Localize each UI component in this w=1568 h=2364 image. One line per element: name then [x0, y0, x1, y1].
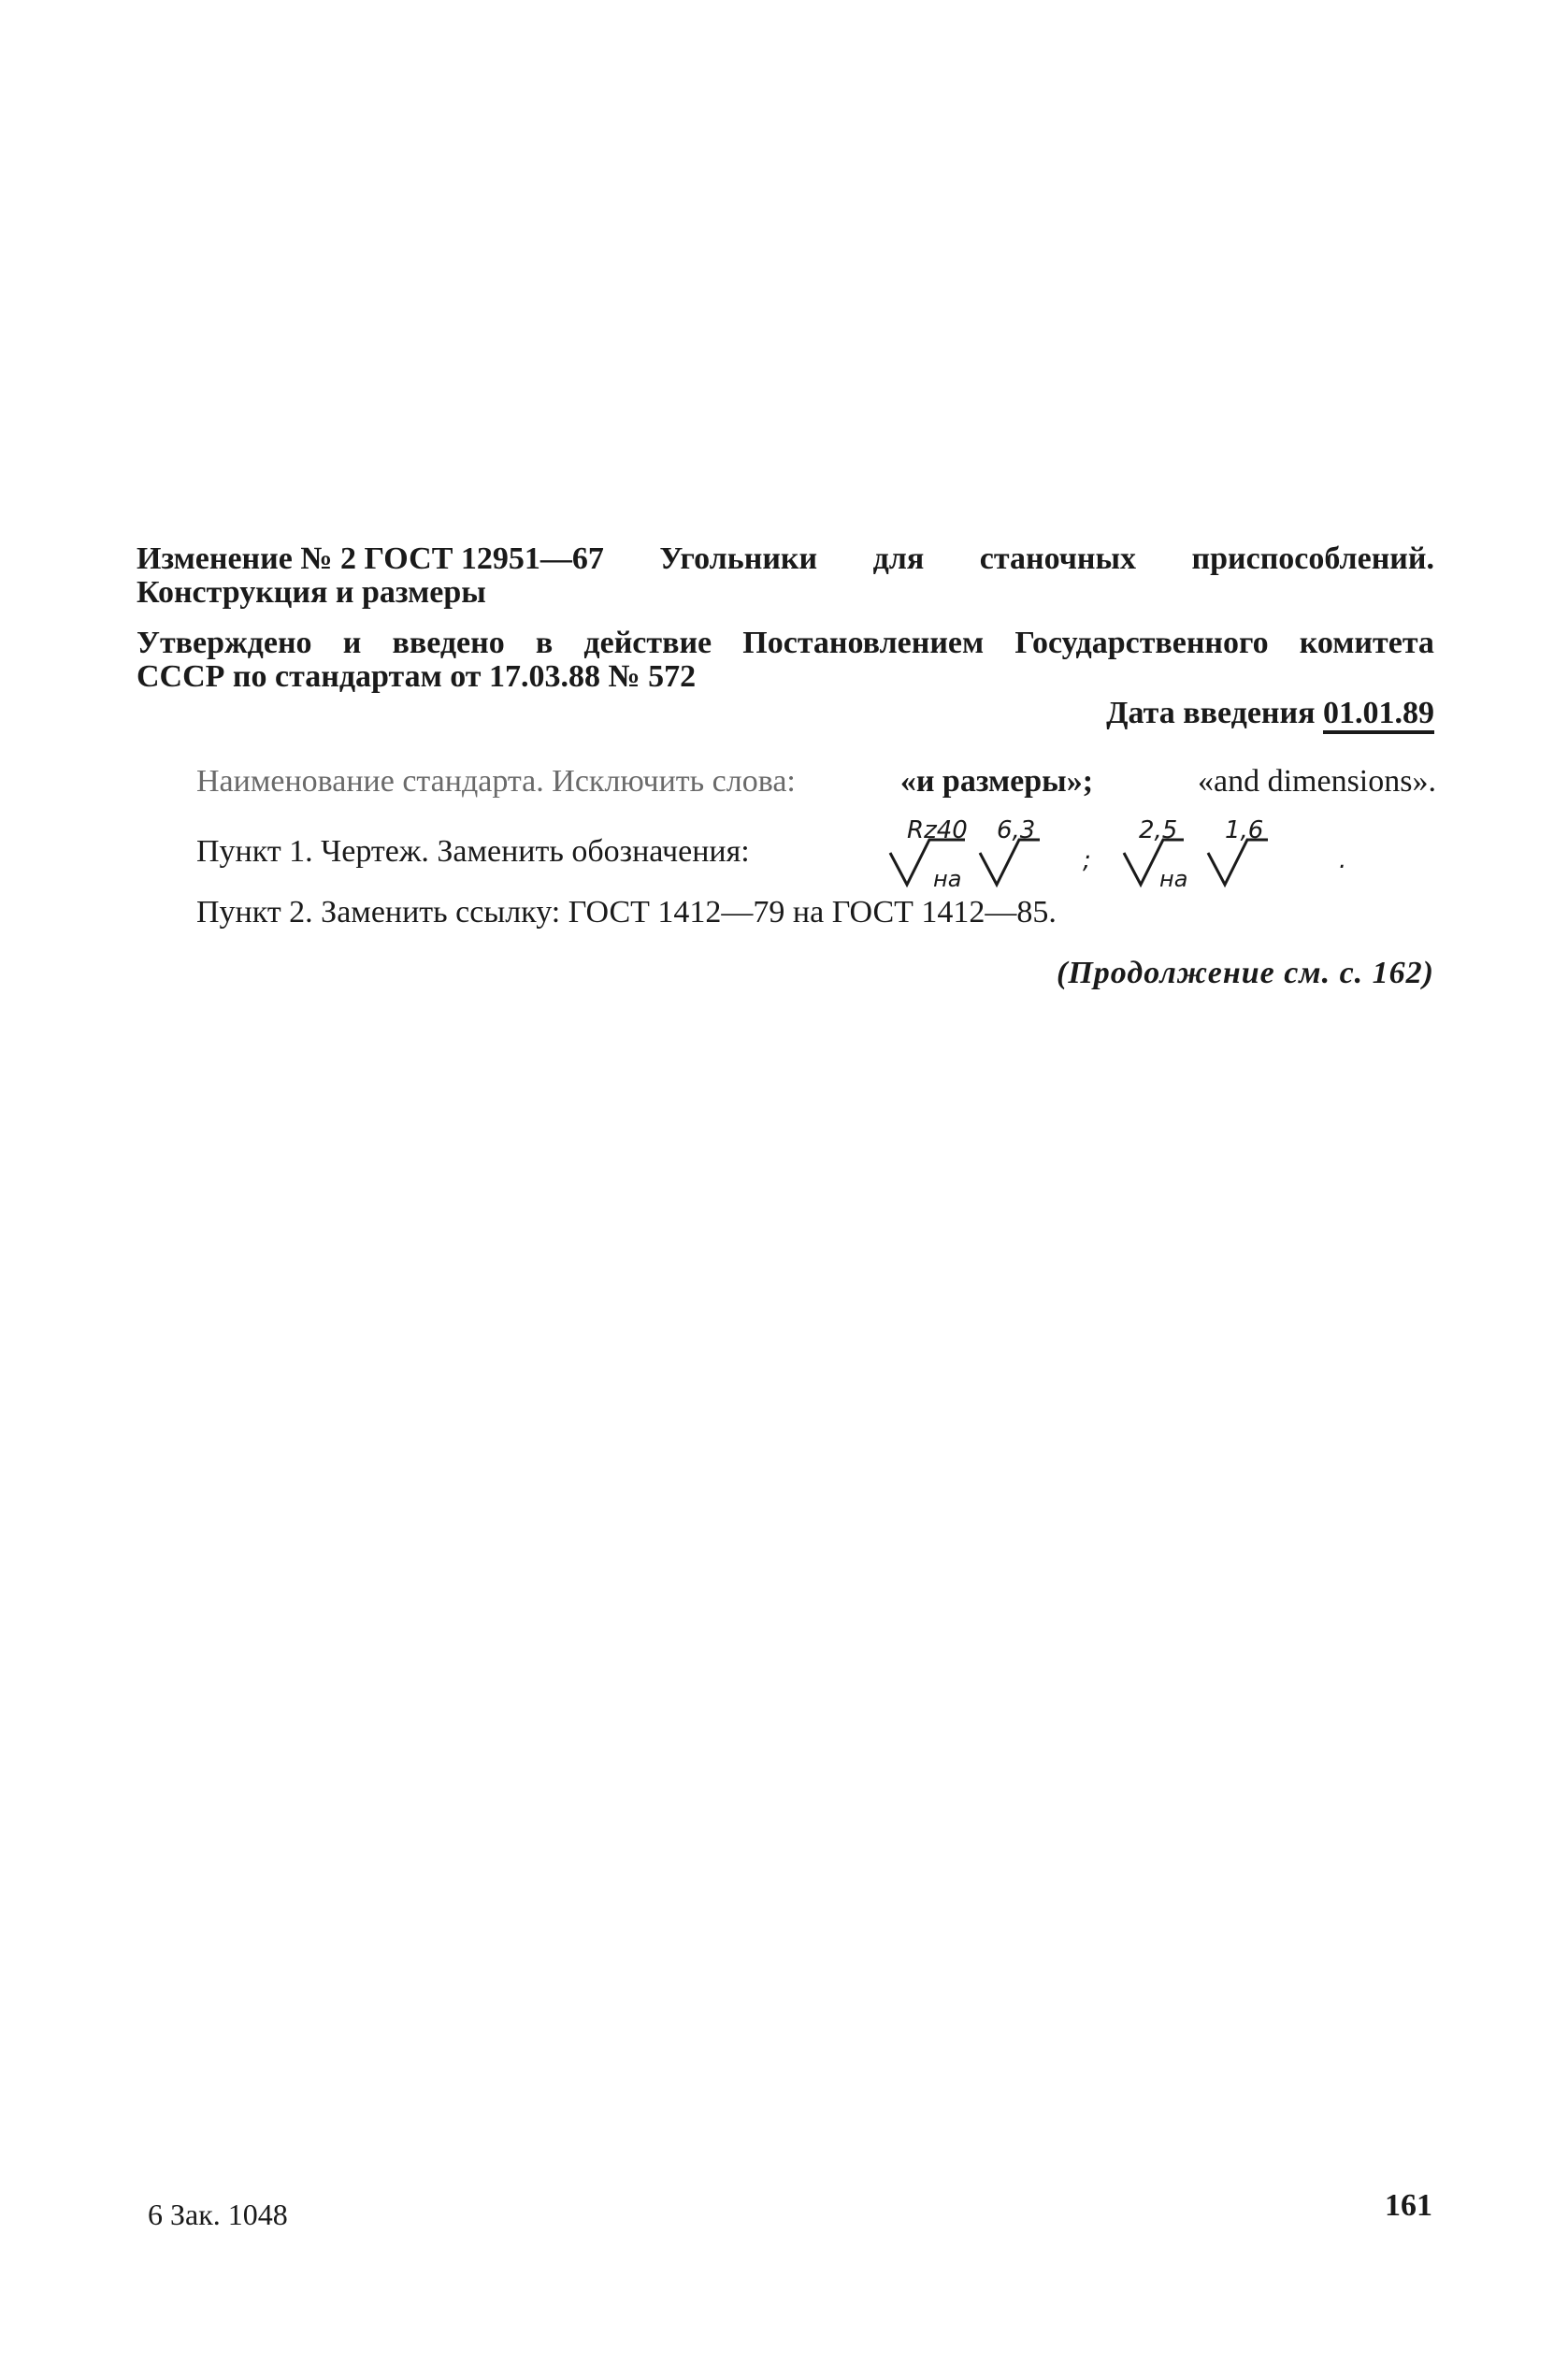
item-name-change-lead: Наименование стандарта. Исключить слова:	[196, 764, 796, 799]
roughness-symbol-icon	[980, 816, 1040, 885]
footer-order-number: 6 Зак. 1048	[148, 2198, 288, 2231]
roughness-value-label: Rz40	[907, 816, 968, 844]
item-point-1	[196, 834, 750, 870]
item-point-2	[196, 895, 1057, 930]
roughness-conj-label: на	[1159, 866, 1188, 892]
approval-word: действие	[583, 626, 712, 660]
amendment-title-line1	[137, 542, 1434, 576]
approval-word: Постановлением	[742, 626, 985, 660]
introduction-date-label: Дата введения	[1106, 696, 1316, 730]
roughness-value-label: 1,6	[1225, 816, 1264, 844]
roughness-conj-label: на	[933, 866, 962, 892]
approval-word: и	[342, 626, 362, 660]
item-point-2-lead: Пункт 2. Заменить ссылку: ГОСТ 1412—79 на ГОСТ 1412—85.	[196, 895, 1057, 930]
page-number: 161	[1385, 2188, 1432, 2223]
approval-word: введено	[392, 626, 505, 660]
approval-line1	[137, 627, 1434, 660]
item-name-change	[196, 764, 1436, 800]
title-word: Угольники	[659, 541, 818, 576]
amendment-title-line2: Конструкция и размеры	[137, 575, 486, 610]
roughness-value-label: 6,3	[997, 816, 1036, 844]
roughness-value-label: 2,5	[1139, 816, 1178, 844]
amendment-title	[137, 542, 1434, 610]
roughness-separator: ;	[1083, 846, 1091, 874]
roughness-symbol-icon	[1208, 816, 1268, 885]
continuation-note: (Продолжение см. с. 162)	[1057, 956, 1434, 990]
approval-line2: СССР по стандартам от 17.03.88 № 572	[137, 659, 697, 694]
approval-statement	[137, 627, 1434, 694]
title-word: для	[872, 541, 925, 576]
approval-word: Утверждено	[137, 626, 312, 660]
approval-word: Государственного	[1014, 626, 1269, 660]
item-name-change-quote-ru: «и размеры»;	[899, 764, 1094, 799]
approval-word: комитета	[1299, 626, 1434, 660]
introduction-date	[1106, 696, 1434, 731]
title-word: Изменение № 2 ГОСТ 12951—67	[137, 541, 604, 576]
introduction-date-value: 01.01.89	[1323, 696, 1434, 730]
title-word: станочных	[979, 541, 1137, 576]
approval-word: в	[535, 626, 554, 660]
title-word: приспособлений.	[1191, 541, 1434, 576]
roughness-end-mark: .	[1339, 846, 1347, 874]
item-point-1-lead: Пункт 1. Чертеж. Заменить обозначения:	[196, 834, 750, 869]
roughness-symbols	[879, 812, 1365, 896]
item-name-change-quote-en: «and dimensions».	[1198, 764, 1436, 799]
